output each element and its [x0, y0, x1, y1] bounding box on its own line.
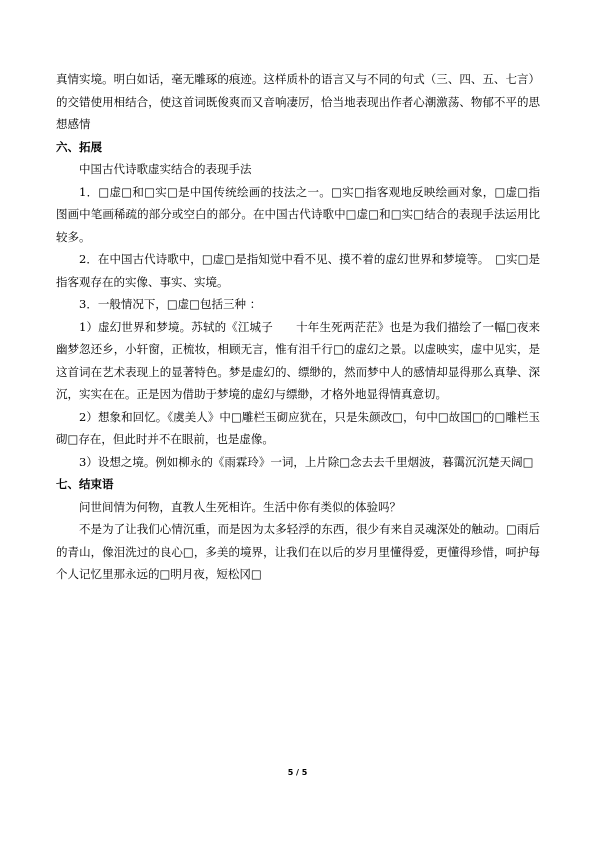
page-number: 5 / 5 [287, 768, 308, 777]
paragraph-point-1: 1．□虚□和□实□是中国传统绘画的技法之一。□实□指客观地反映绘画对象，□虚□指图画中笔画稀疏的部分或空白的部分。在中国古代诗歌中□虚□和□实□结合的表现手法运用比较多。 [56, 184, 540, 244]
paragraph-question: 问世间情为何物，直教人生死相许。生活中你有类似的体验吗？ [79, 499, 401, 514]
section-heading-closing: 七、结束语 [56, 477, 114, 491]
document-body [56, 68, 540, 586]
paragraph-imagined: 3）设想之境。例如柳永的《雨霖玲》一词，上片除□念去去千里烟波，暮霭沉沉楚天阔□ [79, 454, 534, 469]
paragraph-conclusion: 真情实境。明白如话，毫无雕琢的痕迹。这样质朴的语言又与不同的句式（三、四、五、七言）的交错使用相结合，使这首词既俊爽而又音响凄厉，恰当地表现出作者心潮激荡、物郁不平的思想感情 [56, 72, 540, 131]
paragraph-point-3: 3．一般情况下，□虚□包括三种 ： [79, 297, 262, 311]
paragraph-point-2: 2．在中国古代诗歌中，□虚□是指知觉中看不见、摸不着的虚幻世界和梦境等。 □实□是指客观存在的实像、事实、实境。 [56, 252, 540, 289]
paragraph-closing: 不是为了让我们心情沉重，而是因为太多轻浮的东西，很少有来自灵魂深处的触动。□雨后的青山，像泪洗过的良心□，多美的境界，让我们在以后的岁月里懂得爱，更懂得珍惜，呵护每个人记忆里那永远的□明月夜，短松冈□ [56, 522, 540, 581]
paragraph-memory: 2）想象和回忆。《虞美人》中□雕栏玉砌应犹在，只是朱颜改□，句中□故国□的□雕栏玉砌□存在，但此时并不在眼前，也是虚像。 [56, 409, 540, 446]
section-heading-extension: 六、拓展 [56, 139, 102, 154]
paragraph-dream: 1）虚幻世界和梦境。苏轼的《江城子 十年生死两茫茫》也是为我们描绘了一幅□夜来幽梦忽还乡，小轩窗，正梳妆，相顾无言，惟有泪千行□的虚幻之景。以虚映实，虚中见实，是这首词在艺术表现上的显著特色。梦是虚幻的、缥缈的，然而梦中人的感情却显得那么真挚、深沉，实实在在。正是因为借助于梦境的虚幻与缥缈，才格外地显得情真意切。 [56, 319, 540, 401]
subheading-technique: 中国古代诗歌虚实结合的表现手法 [79, 162, 252, 176]
